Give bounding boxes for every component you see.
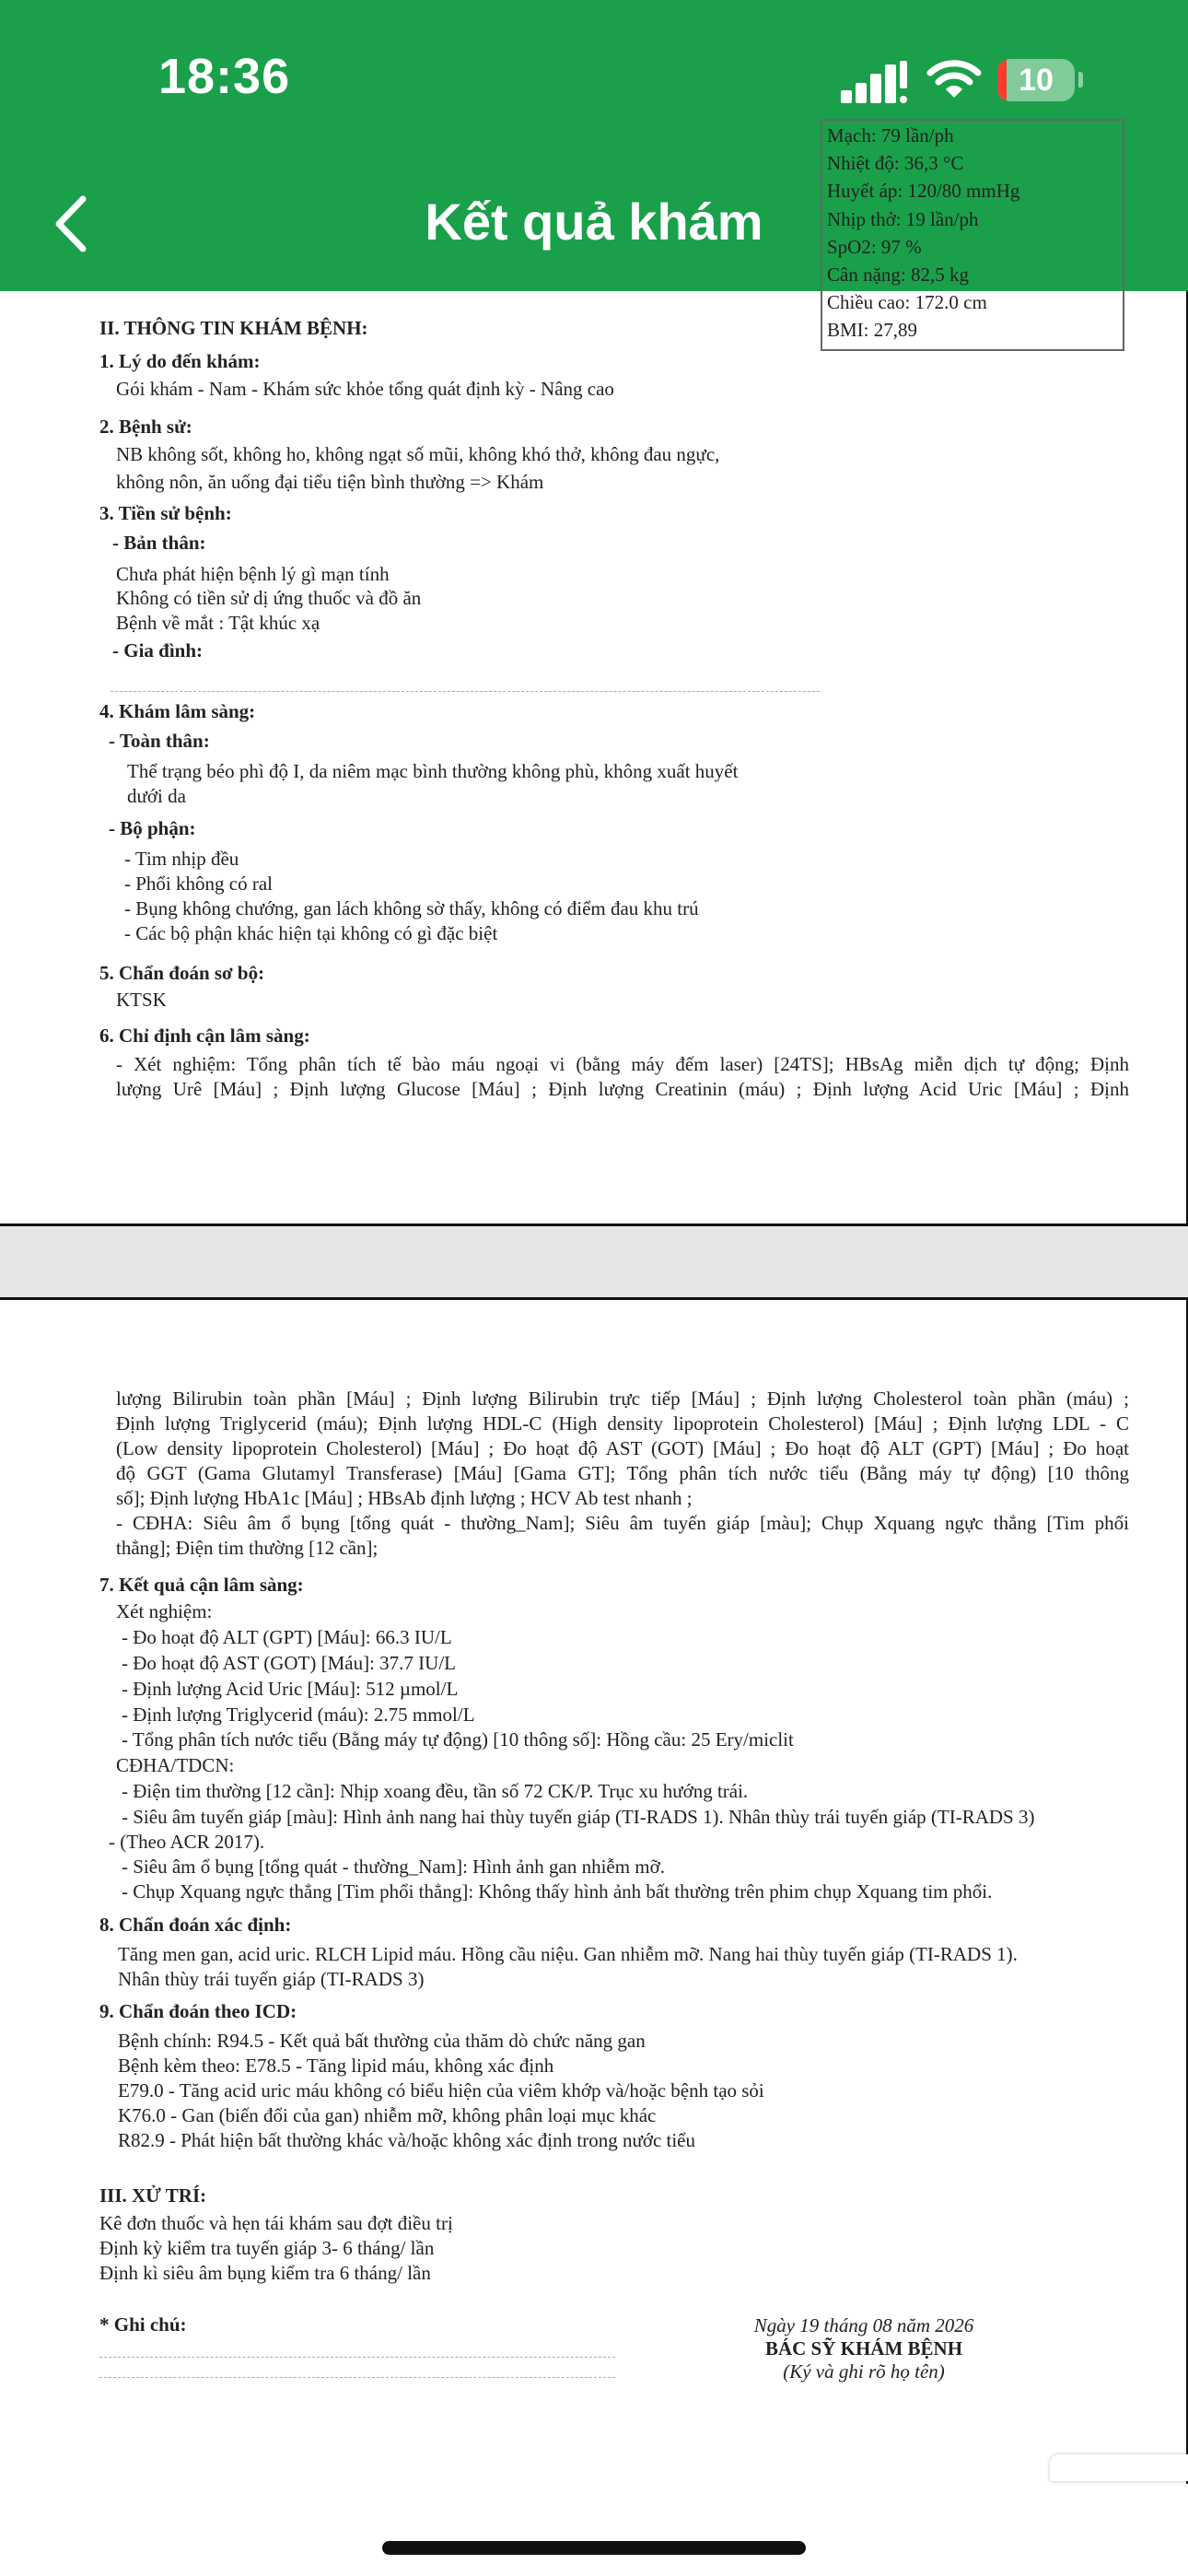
vital-sign-line: Huyết áp: 120/80 mmHg <box>827 180 1020 203</box>
page1-line: Không có tiền sử dị ứng thuốc và đồ ăn <box>116 587 422 609</box>
page1-line: 5. Chẩn đoán sơ bộ: <box>99 962 265 984</box>
page1-line: Gói khám - Nam - Khám sức khỏe tổng quát định kỳ - Nâng cao <box>116 378 614 400</box>
battery-icon <box>997 59 1075 101</box>
page1-line: KTSK <box>116 989 167 1011</box>
page2-line: 9. Chẩn đoán theo ICD: <box>99 2000 297 2022</box>
page1-line: Chưa phát hiện bệnh lý gì mạn tính <box>116 563 390 585</box>
signature-role: BÁC SỸ KHÁM BỆNH <box>764 2337 963 2359</box>
page1-line: - Gia đình: <box>112 639 204 662</box>
page1-line: 3. Tiền sử bệnh: <box>99 502 232 524</box>
battery-level: 10 <box>1019 63 1054 98</box>
page1-line: NB không sốt, không ho, không ngạt số mũi, không khó thở, không đau ngực, <box>116 443 720 465</box>
floating-tab <box>1050 2454 1188 2481</box>
home-indicator[interactable] <box>382 2541 806 2555</box>
page2-line: * Ghi chú: <box>99 2313 187 2336</box>
page2-line: E79.0 - Tăng acid uric máu không có biểu hiện của viêm khớp và/hoặc bệnh tạo sỏi <box>118 2079 764 2102</box>
page2-line: - Siêu âm tuyến giáp [màu]: Hình ảnh nang hai thùy tuyến giáp (TI-RADS 1). Nhân thùy trái tuyến giáp (TI-RADS 3) <box>122 1806 1035 1828</box>
page2-line: Xét nghiệm: <box>116 1600 213 1622</box>
page2-line: 8. Chẩn đoán xác định: <box>99 1914 292 1936</box>
notes-line-2 <box>99 2377 615 2378</box>
page1-line: - Xét nghiệm: Tổng phân tích tế bào máu ngoại vi (bằng máy đếm laser) [24TS]; HBsAg miễn dịch tự động; Định <box>116 1053 1129 1075</box>
page2-line: - (Theo ACR 2017). <box>109 1831 265 1853</box>
vital-sign-line: Cân nặng: 82,5 kg <box>827 263 969 286</box>
page2-line: - Định lượng Acid Uric [Máu]: 512 µmol/L <box>122 1678 459 1700</box>
page1-line: 1. Lý do đến khám: <box>99 350 261 372</box>
status-time: 18:36 <box>158 49 291 104</box>
vital-sign-line: BMI: 27,89 <box>827 319 918 342</box>
page2-line: - Đo hoạt độ ALT (GPT) [Máu]: 66.3 IU/L <box>122 1626 452 1648</box>
vital-sign-line: Nhịp thở: 19 lần/ph <box>827 207 979 230</box>
page2-line: Kê đơn thuốc và hẹn tái khám sau đợt điều trị <box>99 2212 453 2234</box>
page1-line: 6. Chỉ định cận lâm sàng: <box>99 1025 310 1047</box>
page2-line: R82.9 - Phát hiện bất thường khác và/hoặc không xác định trong nước tiểu <box>118 2129 696 2151</box>
page1-line: lượng Urê [Máu] ; Định lượng Glucose [Máu] ; Định lượng Creatinin (máu) ; Định lượng Acid Uric [Máu] ; Định <box>116 1078 1129 1100</box>
page1-line: Thể trạng béo phì độ I, da niêm mạc bình thường không phù, không xuất huyết <box>127 760 739 782</box>
page1-line: - Bụng không chướng, gan lách không sờ thấy, không có điểm đau khu trú <box>124 897 699 919</box>
page2-line: - Siêu âm ổ bụng [tổng quát - thường_Nam]: Hình ảnh gan nhiễm mỡ. <box>122 1856 665 1878</box>
page2-line: K76.0 - Gan (biến đổi của gan) nhiễm mỡ, không phân loại mục khác <box>118 2104 657 2126</box>
page2-line: lượng Bilirubin toàn phần [Máu] ; Định lượng Bilirubin trực tiếp [Máu] ; Định lượng Cholesterol toàn phần (máu) ; <box>116 1388 1129 1410</box>
page2-line: thẳng]; Điện tim thường [12 cần]; <box>116 1537 379 1559</box>
vital-sign-line: Mạch: 79 lần/ph <box>827 124 954 146</box>
page2-line: - Điện tim thường [12 cần]: Nhịp xoang đều, tần số 72 CK/P. Trục xu hướng trái. <box>122 1780 749 1802</box>
dotted-divider <box>111 691 820 692</box>
cellular-signal-icon <box>841 61 909 103</box>
page1-line: - Bộ phận: <box>109 817 196 839</box>
page1-line: - Phổi không có ral <box>124 872 273 895</box>
page1-line: 2. Bệnh sử: <box>99 416 192 438</box>
page2-line: - Định lượng Triglycerid (máu): 2.75 mmol/L <box>122 1704 475 1726</box>
page2-line: Bệnh kèm theo: E78.5 - Tăng lipid máu, không xác định <box>118 2055 554 2077</box>
page1-line: II. THÔNG TIN KHÁM BỆNH: <box>99 317 368 339</box>
vital-sign-line: Nhiệt độ: 36,3 °C <box>827 152 964 175</box>
page2-line: 7. Kết quả cận lâm sàng: <box>99 1574 304 1596</box>
page2-line: - Tổng phân tích nước tiểu (Bằng máy tự động) [10 thông số]: Hồng cầu: 25 Ery/miclit <box>122 1728 794 1751</box>
page2-line: Định kì siêu âm bụng kiểm tra 6 tháng/ lần <box>99 2262 431 2284</box>
page2-line: III. XỬ TRÍ: <box>99 2184 207 2207</box>
vital-sign-line: Chiều cao: 172.0 cm <box>827 291 987 314</box>
page-title: Kết quả khám <box>425 193 763 251</box>
page2-line: - Chụp Xquang ngực thẳng [Tim phổi thẳng]: Không thấy hình ảnh bất thường trên phim chụp Xquang tim phổi. <box>122 1880 993 1903</box>
page2-line: CĐHA/TDCN: <box>116 1754 235 1776</box>
page2-line: Nhân thùy trái tuyến giáp (TI-RADS 3) <box>118 1968 425 1990</box>
signature-note: (Ký và ghi rõ họ tên) <box>783 2360 945 2383</box>
page2-line: số]; Định lượng HbA1c [Máu] ; HBsAb định lượng ; HCV Ab test nhanh ; <box>116 1487 693 1509</box>
page2-line: - CĐHA: Siêu âm ổ bụng [tổng quát - thường_Nam]; Siêu âm tuyến giáp [màu]; Chụp Xquang ngực thẳng [Tim phổi <box>116 1512 1129 1534</box>
page1-line: - Toàn thân: <box>109 730 210 752</box>
page-separator <box>0 1226 1188 1297</box>
page1-line: dưới da <box>127 785 186 807</box>
signature-date: Ngày 19 tháng 08 năm 2026 <box>753 2314 974 2336</box>
page1-line: - Bản thân: <box>112 532 206 554</box>
page2-line: Định kỳ kiểm tra tuyến giáp 3- 6 tháng/ lần <box>99 2237 435 2259</box>
page1-line: không nôn, ăn uống đại tiểu tiện bình thường => Khám <box>116 471 544 493</box>
page1-line: - Các bộ phận khác hiện tại không có gì đặc biệt <box>124 922 498 944</box>
battery-tip-icon <box>1078 72 1083 88</box>
vital-sign-line: SpO2: 97 % <box>827 235 922 258</box>
page1-line: Bệnh về mắt : Tật khúc xạ <box>116 612 320 634</box>
page2-line: (Low density lipoprotein Cholesterol) [Máu] ; Đo hoạt độ AST (GOT) [Máu] ; Đo hoạt độ ALT (GPT) [Máu] ; Đo hoạt <box>116 1437 1129 1459</box>
page2-line: Định lượng Triglycerid (máu); Định lượng HDL-C (High density lipoprotein Cholesterol) [Máu] ; Định lượng LDL - C <box>116 1412 1129 1434</box>
page2-line: Tăng men gan, acid uric. RLCH Lipid máu. Hồng cầu niệu. Gan nhiễm mỡ. Nang hai thùy tuyến giáp (TI-RADS 1). <box>118 1943 1018 1965</box>
page1-line: - Tim nhịp đều <box>124 848 239 870</box>
notes-line-1 <box>99 2357 615 2358</box>
page1-line: 4. Khám lâm sàng: <box>99 700 256 722</box>
vital-signs-box <box>821 119 1124 351</box>
page2-line: độ GGT (Gama Glutamyl Transferase) [Máu] [Gama GT]; Tổng phân tích nước tiểu (Bằng máy tự động) [10 thông <box>116 1462 1129 1484</box>
wifi-icon <box>926 57 982 101</box>
page2-line: - Đo hoạt độ AST (GOT) [Máu]: 37.7 IU/L <box>122 1652 456 1674</box>
page2-line: Bệnh chính: R94.5 - Kết quả bất thường của thăm dò chức năng gan <box>118 2030 646 2052</box>
